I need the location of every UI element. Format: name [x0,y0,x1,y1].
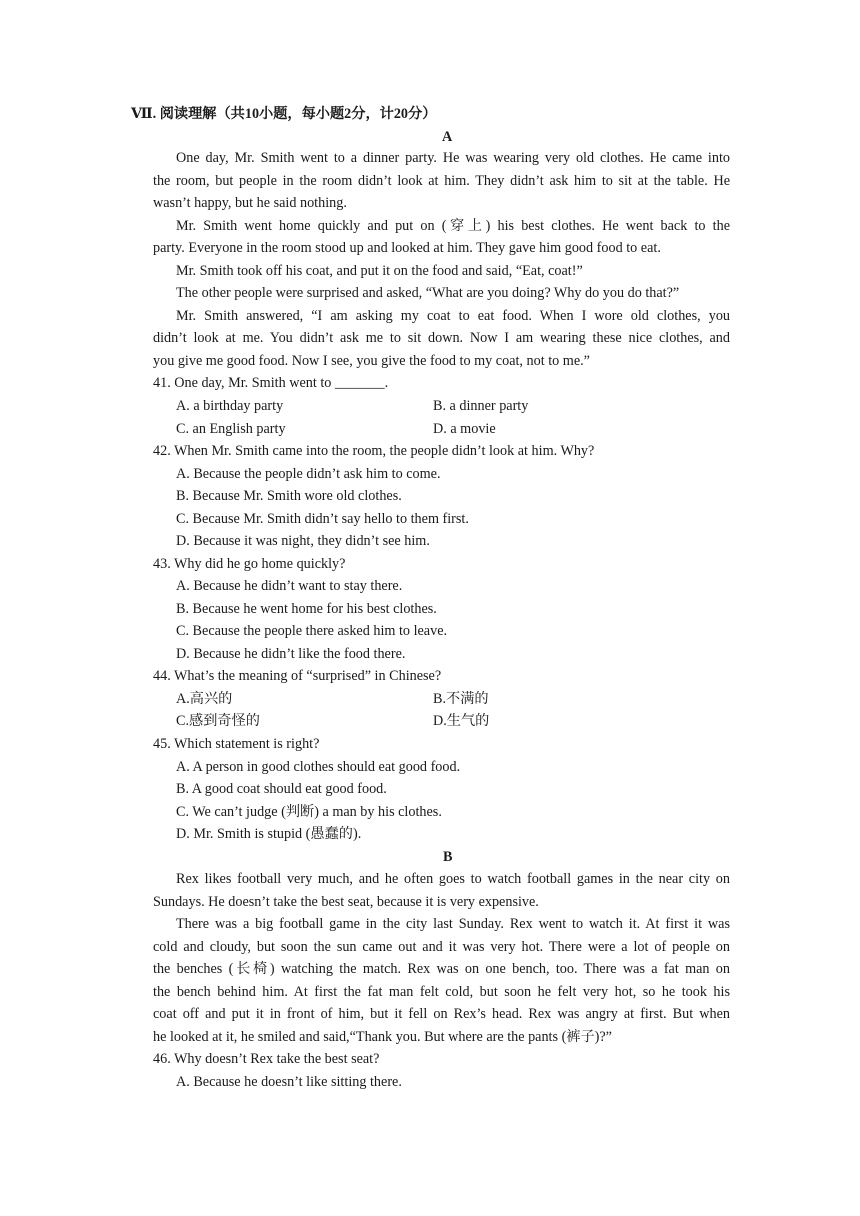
passage-a-line: didn’t look at me. You didn’t ask me to sit down. Now I am wearing these nice clothes, and [153,330,730,346]
passage-b-label: B [443,849,453,865]
section-title: Ⅶ. 阅读理解（共10小题，每小题2分，计20分） [131,106,437,122]
question-stem: 41. One day, Mr. Smith went to _______. [153,375,389,391]
option: A. a birthday party [176,398,284,414]
question-stem: 42. When Mr. Smith came into the room, the people didn’t look at him. Why? [153,443,595,459]
option: A.高兴的 [176,691,233,707]
option: B. Because he went home for his best clothes. [176,601,437,617]
passage-b-line: coat off and put it in front of him, but it fell on Rex’s head. Rex was angry at first. But when [153,1006,730,1022]
passage-a-line: One day, Mr. Smith went to a dinner party. He was wearing very old clothes. He came into [176,150,730,166]
passage-a-line: Mr. Smith answered, “I am asking my coat to eat food. When I wore old clothes, you [176,308,730,324]
question-stem: 44. What’s the meaning of “surprised” in Chinese? [153,668,442,684]
passage-a-line: Mr. Smith went home quickly and put on (穿上) his best clothes. He went back to the [176,218,730,234]
option: A. Because the people didn’t ask him to come. [176,466,441,482]
option: A. Because he doesn’t like sitting there. [176,1074,402,1090]
option: C. an English party [176,421,286,437]
passage-b-line: There was a big football game in the city last Sunday. Rex went to watch it. At first it was [176,916,730,932]
option: B. Because Mr. Smith wore old clothes. [176,488,402,504]
option: D. Because it was night, they didn’t see him. [176,533,430,549]
passage-a-label: A [442,129,453,145]
question-stem: 43. Why did he go home quickly? [153,556,346,572]
passage-a-line: you give me good food. Now I see, you give the food to my coat, not to me.” [153,353,590,369]
passage-b-line: cold and cloudy, but soon the sun came out and it was very hot. There were a lot of people on [153,939,730,955]
option: B. A good coat should eat good food. [176,781,387,797]
option: C. Because the people there asked him to leave. [176,623,448,639]
passage-b-line: Sundays. He doesn’t take the best seat, because it is very expensive. [153,894,539,910]
question-stem: 46. Why doesn’t Rex take the best seat? [153,1051,380,1067]
option: B.不满的 [433,691,489,707]
passage-a-line: The other people were surprised and asked, “What are you doing? Why do you do that?” [176,285,680,301]
option: D. Mr. Smith is stupid (愚蠢的). [176,826,362,842]
option: C.感到奇怪的 [176,713,260,729]
option: B. a dinner party [433,398,529,414]
option: C. We can’t judge (判断) a man by his clothes. [176,804,442,820]
passage-b-line: Rex likes football very much, and he often goes to watch football games in the near city on [176,871,730,887]
option: A. Because he didn’t want to stay there. [176,578,403,594]
question-stem: 45. Which statement is right? [153,736,320,752]
option: D. Because he didn’t like the food there. [176,646,406,662]
passage-a-line: the room, but people in the room didn’t look at him. They didn’t ask him to sit at the table. He [153,173,730,189]
passage-b-line: the benches (长椅) watching the match. Rex was on one bench, too. There was a fat man on [153,961,730,977]
option: D. a movie [433,421,496,437]
option: C. Because Mr. Smith didn’t say hello to them first. [176,511,469,527]
passage-a-line: wasn’t happy, but he said nothing. [153,195,347,211]
passage-b-line: the bench behind him. At first the fat man felt cold, but soon he felt very hot, so he took his [153,984,730,1000]
option: A. A person in good clothes should eat good food. [176,759,461,775]
passage-a-line: Mr. Smith took off his coat, and put it on the food and said, “Eat, coat!” [176,263,583,279]
passage-b-line: he looked at it, he smiled and said,“Thank you. But where are the pants (裤子)?” [153,1029,612,1045]
passage-a-line: party. Everyone in the room stood up and looked at him. They gave him good food to eat. [153,240,661,256]
option: D.生气的 [433,713,490,729]
